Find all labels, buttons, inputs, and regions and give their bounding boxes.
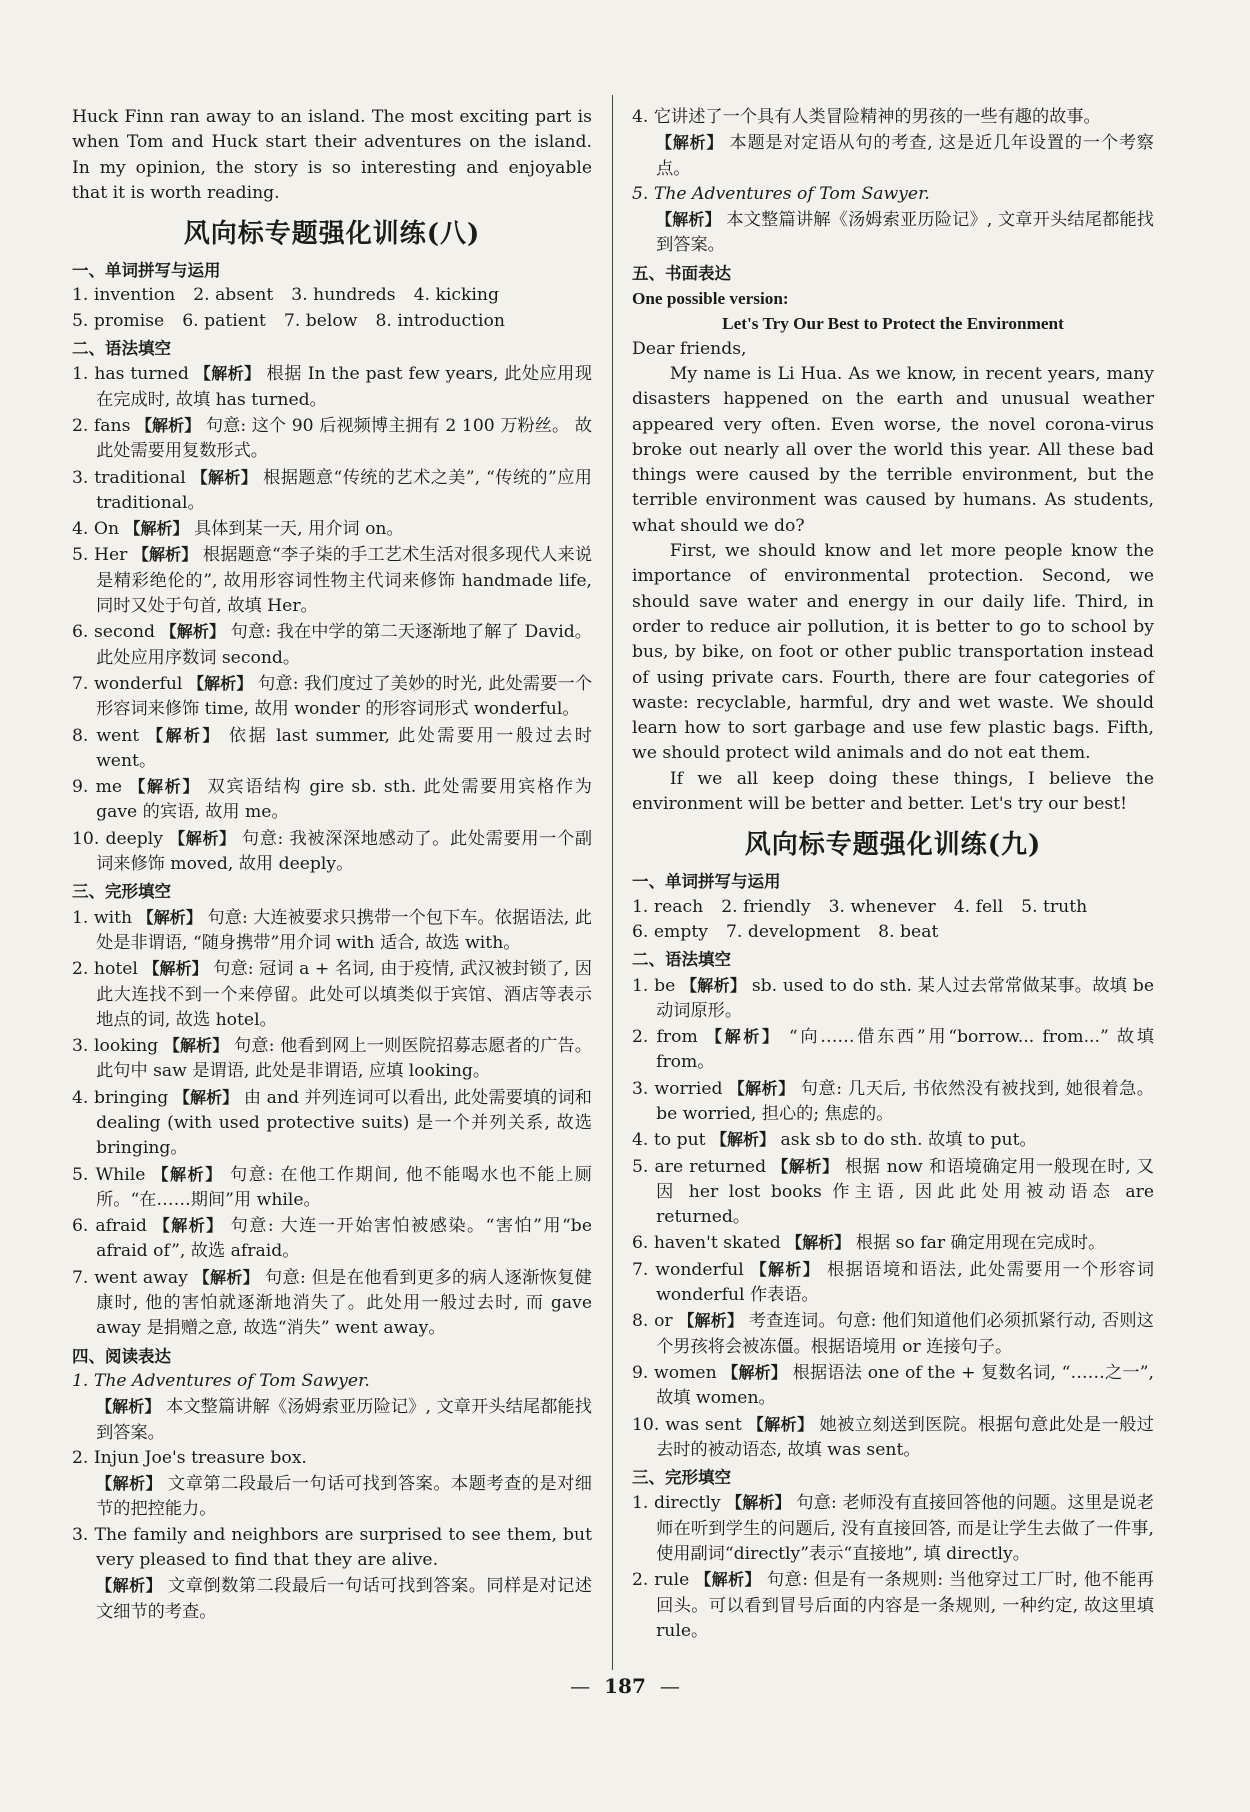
- explanation: 【解析】 文章第二段最后一句话可找到答案。本题考查的是对细节的把控能力。: [96, 1474, 592, 1520]
- heading-word-spelling: 一、单词拼写与运用: [632, 872, 781, 892]
- list-item: 1. directly 【解析】 句意: 老师没有直接回答他的问题。这里是说老师在听到学生的问题后, 没有直接回答, 而是让学生去做了一件事, 使用副词“directly”表示“直接地”, 填 directly。: [632, 1493, 1154, 1565]
- list-item: 3. looking 【解析】 句意: 他看到网上一则医院招募志愿者的广告。此句中 saw 是谓语, 此处是非谓语, 应填 looking。: [72, 1036, 592, 1082]
- section-title-8: 风向标专题强化训练(八): [183, 219, 481, 250]
- heading-word-spelling: 一、单词拼写与运用: [72, 261, 221, 281]
- reading-list-continued: [632, 105, 1154, 259]
- list-item: 6. second 【解析】 句意: 我在中学的第二天逐渐地了解了 David。此处应用序数词 second。: [72, 622, 592, 668]
- heading-grammar-fill: 二、语法填空: [72, 339, 171, 359]
- answer: 3. hundreds: [291, 285, 396, 306]
- list-item: 3. traditional 【解析】 根据题意“传统的艺术之美”, “传统的”应用 traditional。: [72, 467, 592, 513]
- list-item: 3. The family and neighbors are surprised to see them, but very pleased to find that they are alive.: [72, 1524, 592, 1571]
- answer: 2. friendly: [721, 896, 811, 917]
- answer: 3. whenever: [828, 896, 936, 917]
- intro-paragraph: Huck Finn ran away to an island. The most exciting part is when Tom and Huck start their adventures on the island. In my opinion, the story is so interesting and enjoyable that it is worth reading.: [72, 107, 592, 203]
- list-item: 2. Injun Joe's treasure box.: [72, 1447, 307, 1468]
- list-item: 7. wonderful 【解析】 根据语境和语法, 此处需要用一个形容词 wonderful 作表语。: [632, 1259, 1155, 1306]
- list-item: 7. went away 【解析】 句意: 但是在他看到更多的病人逐渐恢复健康时, 他的害怕就逐渐地消失了。此处用一般过去时, 而 gave away 是捐赠之意, 故选“消失” went away。: [72, 1267, 592, 1339]
- answer: 2. absent: [193, 285, 274, 306]
- answer: 5. truth: [1021, 896, 1088, 917]
- right-column: [632, 105, 1154, 1644]
- list-item: 2. fans 【解析】 句意: 这个 90 后视频博主拥有 2 100 万粉丝。 故此处需要用复数形式。: [72, 415, 592, 462]
- essay-paragraph: If we all keep doing these things, I believe the environment will be better and better. Let's try our best!: [632, 768, 1154, 815]
- explanation: 【解析】 文章倒数第二段最后一句话可找到答案。同样是对记述文细节的考查。: [96, 1576, 592, 1622]
- answer: 6. empty: [632, 921, 708, 942]
- cloze-list: [72, 905, 592, 1342]
- list-item: 8. went 【解析】 依据 last summer, 此处需要用一般过去时 went。: [72, 725, 592, 771]
- list-item: 5. While 【解析】 句意: 在他工作期间, 他不能喝水也不能上厕所。“在……期间”用 while。: [72, 1164, 592, 1210]
- list-item: 2. rule 【解析】 句意: 但是有一条规则: 当他穿过工厂时, 他不能再回头。可以看到冒号后面的内容是一条规则, 一种约定, 故这里填 rule。: [632, 1570, 1154, 1641]
- list-item: 7. wonderful 【解析】 句意: 我们度过了美妙的时光, 此处需要一个形容词来修饰 time, 故用 wonder 的形容词形式 wonderful。: [72, 673, 593, 720]
- heading-reading: 四、阅读表达: [72, 1346, 171, 1366]
- explanation: 【解析】 本题是对定语从句的考查, 这是近几年设置的一个考察点。: [656, 133, 1154, 179]
- essay-paragraph: My name is Li Hua. As we know, in recent years, many disasters happened on the earth and unusual weather appeared very often. Even worse, the novel corona-virus broke out nearly all over the world this year. All these bad things were caused by the terrible environment, but the terrible environment was caused by humans. As students, what should we do?: [632, 363, 1154, 536]
- answer: 8. beat: [878, 921, 939, 942]
- list-item: 5. The Adventures of Tom Sawyer.: [632, 183, 930, 204]
- answer-row: [632, 895, 1154, 920]
- answer: 6. patient: [182, 310, 266, 331]
- heading-cloze: 三、完形填空: [72, 882, 171, 902]
- answer: 5. promise: [72, 310, 165, 331]
- list-item: 1. with 【解析】 句意: 大连被要求只携带一个包下车。依据语法, 此处是非谓语, “随身携带”用介词 with 适合, 故选 with。: [72, 907, 592, 953]
- list-item: 10. was sent 【解析】 她被立刻送到医院。根据句意此处是一般过去时的被动语态, 故填 was sent。: [632, 1414, 1154, 1460]
- explanation: 【解析】 本文整篇讲解《汤姆索亚历险记》, 文章开头结尾都能找到答案。: [656, 210, 1154, 256]
- cloze-list: [632, 1490, 1154, 1644]
- answer: 1. invention: [72, 285, 176, 306]
- answer: 7. development: [725, 921, 861, 942]
- list-item: 8. or 【解析】 考查连词。句意: 他们知道他们必须抓紧行动, 否则这个男孩将会被冻僵。根据语境用 or 连接句子。: [632, 1311, 1154, 1357]
- list-item: 3. worried 【解析】 句意: 几天后, 书依然没有被找到, 她很着急。be worried, 担心的; 焦虑的。: [632, 1078, 1154, 1124]
- answer: 1. reach: [632, 896, 704, 917]
- list-item: 5. Her 【解析】 根据题意“李子柒的手工艺术生活对很多现代人来说是精彩绝伦的”, 故用形容词性物主代词来修饰 handmade life, 同时又处于句首, 故填 Her。: [72, 545, 593, 617]
- list-item: 2. from 【解析】 “向……借东西”用“borrow... from...” 故填 from。: [632, 1027, 1154, 1073]
- essay-paragraph: First, we should know and let more people know the importance of environmental protection. Second, we should save water and energy in our daily life. Third, in order to reduce air pollution, it is better to go to school by bus, by bike, on foot or other public transportation instead of using private cars. Fourth, there are four categories of waste: recyclable, harmful, dry and wet waste. We should learn how to sort garbage and use few plastic bags. Fifth, we should protect wild animals and do not eat them.: [632, 541, 1154, 764]
- version-label: One possible version:: [632, 289, 789, 309]
- list-item: 1. be 【解析】 sb. used to do sth. 某人过去常常做某事。故填 be 动词原形。: [632, 975, 1155, 1021]
- heading-writing: 五、书面表达: [632, 263, 731, 283]
- list-item: 4. to put 【解析】 ask sb to do sth. 故填 to put。: [632, 1130, 1037, 1151]
- list-item: 4. 它讲述了一个具有人类冒险精神的男孩的一些有趣的故事。: [632, 107, 1101, 127]
- heading-grammar-fill: 二、语法填空: [632, 950, 731, 970]
- list-item: 1. The Adventures of Tom Sawyer.: [72, 1370, 370, 1391]
- essay-title: Let's Try Our Best to Protect the Environment: [722, 314, 1064, 334]
- answer-row: [72, 283, 592, 308]
- left-column: [72, 105, 592, 1625]
- list-item: 10. deeply 【解析】 句意: 我被深深地感动了。此处需要用一个副词来修饰 moved, 故用 deeply。: [72, 828, 593, 875]
- list-item: 9. me 【解析】 双宾语结构 gire sb. sth. 此处需要用宾格作为 gave 的宾语, 故用 me。: [72, 777, 592, 823]
- heading-cloze: 三、完形填空: [632, 1468, 731, 1488]
- reading-list: [72, 1369, 592, 1625]
- list-item: 5. are returned 【解析】 根据 now 和语境确定用一般现在时, 又因 her lost books 作主语, 因此此处用被动语态 are returned。: [632, 1156, 1154, 1228]
- answer: 4. fell: [953, 896, 1004, 917]
- answer: 4. kicking: [413, 285, 499, 306]
- answer-row: [72, 309, 592, 334]
- list-item: 6. haven't skated 【解析】 根据 so far 确定用现在完成时。: [632, 1233, 1106, 1254]
- grammar-list: [632, 973, 1154, 1464]
- section-title-9: 风向标专题强化训练(九): [744, 830, 1042, 861]
- page-number: — 187 —: [570, 1674, 680, 1698]
- grammar-list: [72, 361, 592, 877]
- list-item: 1. has turned 【解析】 根据 In the past few years, 此处应用现在完成时, 故填 has turned。: [72, 364, 593, 410]
- greeting: Dear friends,: [632, 338, 747, 359]
- answer: 7. below: [283, 310, 358, 331]
- list-item: 4. bringing 【解析】 由 and 并列连词可以看出, 此处需要填的词和 dealing (with used protective suits) 是一个并列关系, 故选 bringing。: [72, 1087, 592, 1159]
- answer: 8. introduction: [375, 310, 505, 331]
- list-item: 9. women 【解析】 根据语法 one of the + 复数名词, “……之一”, 故填 women。: [632, 1362, 1154, 1409]
- list-item: 4. On 【解析】 具体到某一天, 用介词 on。: [72, 519, 404, 540]
- list-item: 2. hotel 【解析】 句意: 冠词 a + 名词, 由于疫情, 武汉被封锁了, 因此大连找不到一个来停留。此处可以填类似于宾馆、酒店等表示地点的词, 故选 hotel。: [72, 959, 592, 1030]
- list-item: 6. afraid 【解析】 句意: 大连一开始害怕被感染。“害怕”用“be afraid of”, 故选 afraid。: [72, 1216, 592, 1262]
- column-divider: [612, 95, 613, 1670]
- answer-row: [632, 920, 1154, 945]
- explanation: 【解析】 本文整篇讲解《汤姆索亚历险记》, 文章开头结尾都能找到答案。: [96, 1397, 592, 1443]
